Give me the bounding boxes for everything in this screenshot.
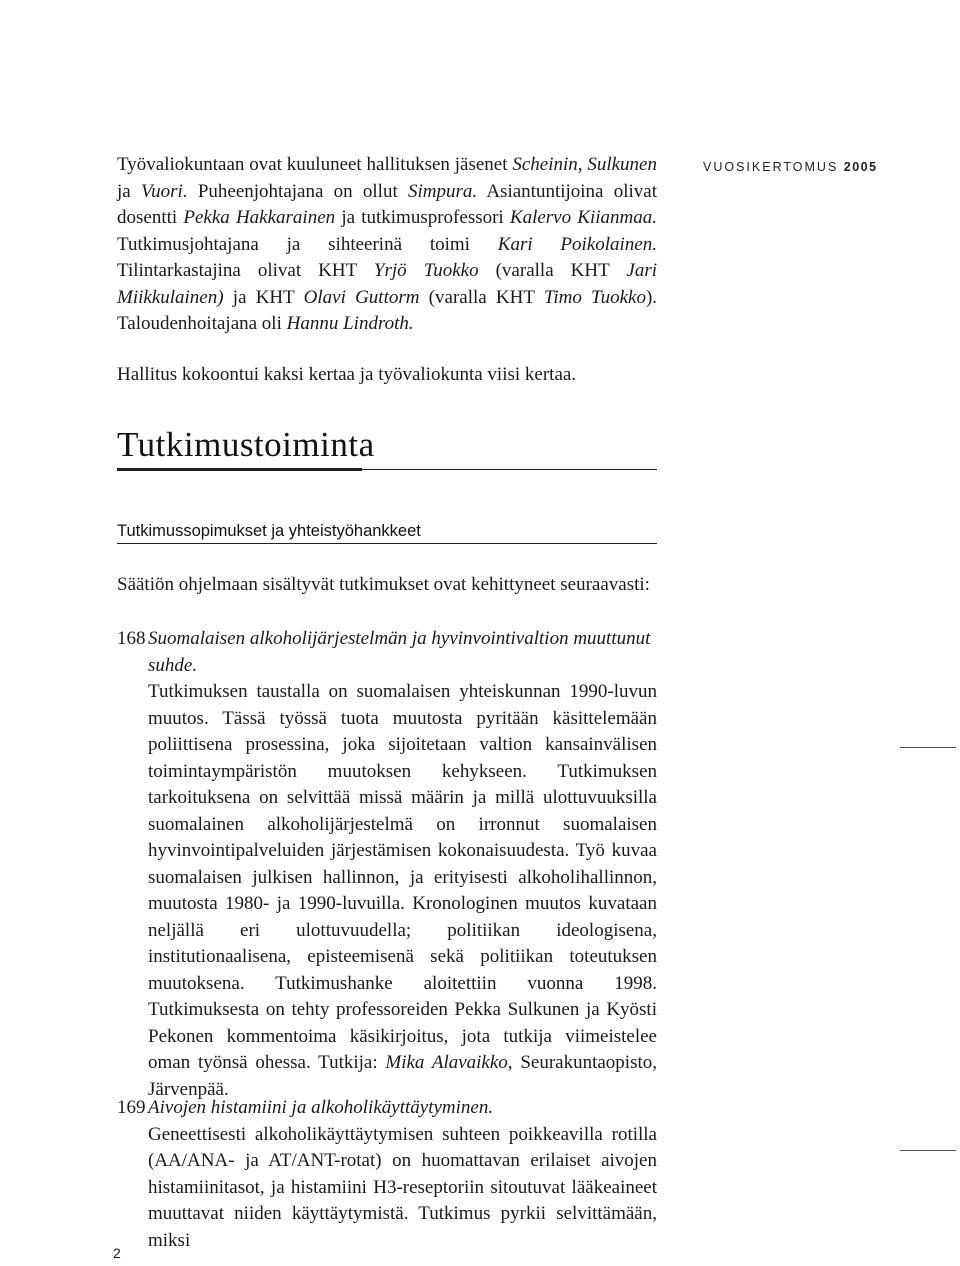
- section-lead: Säätiön ohjelmaan sisältyvät tutkimukset ovat kehittyneet seuraavasti:: [117, 574, 650, 595]
- project-title: Suomalaisen alkoholijärjestelmän ja hyvinvointivaltion muuttunut suhde.: [148, 628, 651, 676]
- intro-paragraph-meetings: Hallitus kokoontui kaksi kertaa ja työvaliokunta viisi kertaa.: [117, 364, 577, 385]
- project-title: Aivojen histamiini ja alkoholikäyttäytyminen.: [148, 1097, 494, 1118]
- running-header-year: 2005: [843, 160, 878, 174]
- running-header: [703, 160, 878, 174]
- project-number: 168: [117, 628, 146, 649]
- subheading-rule: [117, 543, 657, 544]
- subheading: Tutkimussopimukset ja yhteistyöhankkeet: [117, 522, 421, 540]
- project-169: [117, 1095, 657, 1254]
- project-number: 169: [117, 1097, 146, 1118]
- intro-paragraph-committee: Työvaliokuntaan ovat kuuluneet hallituksen jäsenet Scheinin, Sulkunen ja Vuori. Puheenjohtajana on ollut Simpura. Asiantuntijoina olivat dosentti Pekka Hakkarainen ja tutkimusprofessori Kalervo Kiianmaa. Tutkimusjohtajana ja sihteerinä toimi Kari Poikolainen. Tilintarkastajina olivat KHT Yrjö Tuokko (varalla KHT Jari Miikkulainen) ja KHT Olavi Guttorm (varalla KHT Timo Tuokko). Taloudenhoitajana oli Hannu Lindroth.: [117, 154, 658, 334]
- section-title: Tutkimustoiminta: [117, 425, 375, 464]
- project-description: Tutkimuksen taustalla on suomalaisen yhteiskunnan 1990-luvun muutos. Tässä työssä tuota muutosta pyritään käsittelemään poliittisena prosessina, joka sijoitetaan valtion kansainvälisen toimintaympäristön muutoksen kehykseen. Tutkimuksen tarkoituksena on selvittää missä määrin ja millä ulottuvuuksilla suomalainen alkoholijärjestelmä on irronnut suomalaisen hyvinvointipalveluiden järjestämisen kokonaisuudesta. Työ kuvaa suomalaisen julkisen hallinnon, ja erityisesti alkoholihallinnon, muutosta 1980- ja 1990-luvuilla. Kronologinen muutos kuvataan neljällä eri ulottuvuudella; politiikan ideologisena, institutionaalisena, episteemisenä sekä politiikan toteutuksen muutoksena. Tutkimushanke aloitettiin vuonna 1998. Tutkimuksesta on tehty professoreiden Pekka Sulkunen ja Kyösti Pekonen kommentoima käsikirjoitus, jota tutkija viimeistelee oman työnsä ohessa. Tutkija: Mika Alavaikko, Seurakuntaopisto, Järvenpää.: [148, 681, 657, 1100]
- running-header-label: VUOSIKERTOMUS: [703, 160, 839, 174]
- section-title-rule-accent: [117, 468, 362, 471]
- project-168: [117, 626, 657, 1103]
- page-number: 2: [113, 1245, 121, 1261]
- margin-mark: [900, 1150, 956, 1151]
- margin-mark: [900, 747, 956, 748]
- project-description: Geneettisesti alkoholikäyttäytymisen suhteen poikkeavilla rotilla (AA/ANA- ja AT/ANT-rotat) on huomattavan erilaiset aivojen histamiinitasot, ja histamiini H3-reseptoriin sitoutuvat lääkeaineet muuttavat niiden käyttäytymistä. Tutkimus pyrkii selvittämään, miksi: [148, 1123, 657, 1251]
